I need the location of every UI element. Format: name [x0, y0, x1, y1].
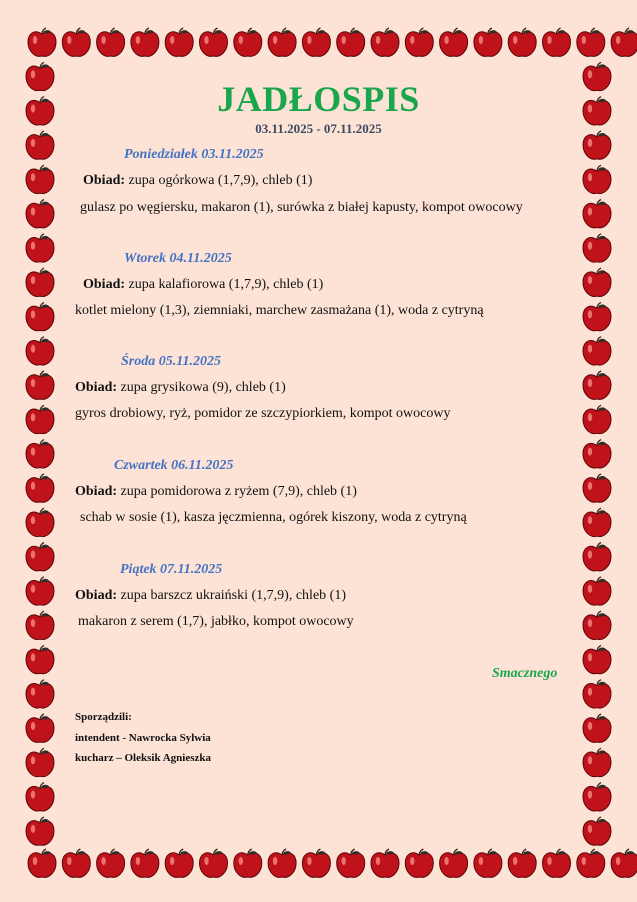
credits-heading: Sporządzili:	[75, 711, 132, 723]
closing-text: Smacznego	[492, 666, 558, 681]
obiad-label: Obiad:	[83, 277, 126, 292]
soup-text: zupa ogórkowa (1,7,9), chleb (1)	[125, 173, 313, 188]
obiad-soup-thursday	[75, 484, 357, 500]
obiad-label: Obiad:	[75, 484, 118, 499]
main-dish-tuesday: kotlet mielony (1,3), ziemniaki, marchew zasmażana (1), woda z cytryną	[75, 303, 484, 318]
obiad-soup-tuesday	[83, 277, 323, 293]
obiad-soup-friday	[75, 588, 346, 604]
day-heading-monday: Poniedziałek 03.11.2025	[124, 147, 264, 162]
soup-text: zupa kalafiorowa (1,7,9), chleb (1)	[125, 277, 324, 292]
main-dish-thursday: schab w sosie (1), kasza jęczmienna, ogórek kiszony, woda z cytryną	[80, 510, 467, 525]
page-title: JADŁOSPIS	[217, 79, 420, 119]
day-heading-friday: Piątek 07.11.2025	[120, 562, 223, 577]
credit-intendent: intendent - Nawrocka Sylwia	[75, 732, 211, 744]
main-dish-friday: makaron z serem (1,7), jabłko, kompot owocowy	[78, 614, 354, 629]
day-heading-wednesday: Środa 05.11.2025	[121, 354, 221, 369]
obiad-label: Obiad:	[83, 173, 126, 188]
day-heading-thursday: Czwartek 06.11.2025	[114, 458, 234, 473]
credit-kucharz: kucharz – Oleksik Agnieszka	[75, 752, 211, 764]
day-heading-tuesday: Wtorek 04.11.2025	[124, 251, 232, 266]
obiad-soup-monday	[83, 173, 312, 189]
date-range: 03.11.2025 - 07.11.2025	[255, 121, 382, 136]
main-dish-monday: gulasz po węgiersku, makaron (1), surówka z białej kapusty, kompot owocowy	[80, 200, 523, 215]
obiad-label: Obiad:	[75, 588, 118, 603]
obiad-soup-wednesday	[75, 380, 286, 396]
soup-text: zupa barszcz ukraiński (1,7,9), chleb (1)	[117, 588, 346, 603]
soup-text: zupa grysikowa (9), chleb (1)	[117, 380, 286, 395]
soup-text: zupa pomidorowa z ryżem (7,9), chleb (1)	[117, 484, 357, 499]
obiad-label: Obiad:	[75, 380, 118, 395]
main-dish-wednesday: gyros drobiowy, ryż, pomidor ze szczypiorkiem, kompot owocowy	[75, 406, 451, 421]
